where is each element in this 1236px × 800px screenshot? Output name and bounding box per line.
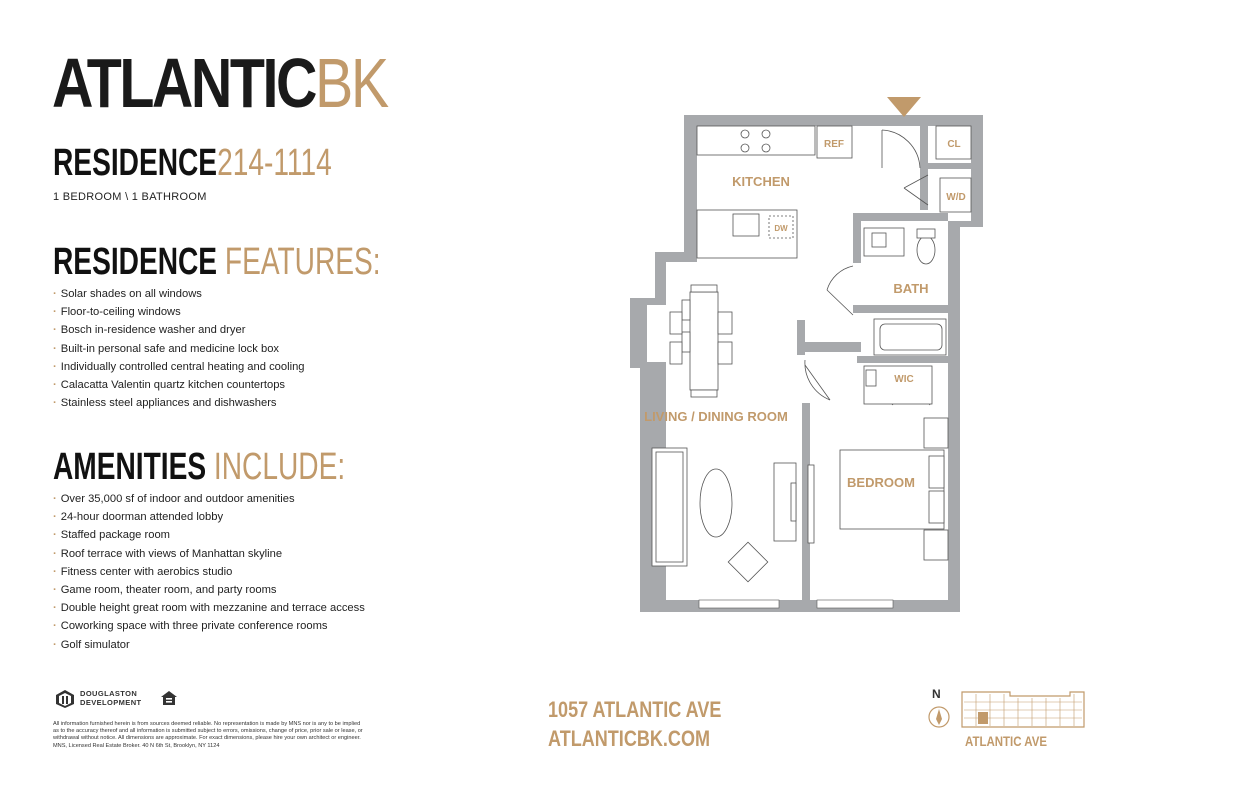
list-item: · Stainless steel appliances and dishwashers (53, 394, 305, 412)
label-living: LIVING / DINING ROOM (644, 409, 788, 424)
label-wic: WIC (894, 374, 914, 385)
list-item: · Game room, theater room, and party rooms (53, 581, 365, 599)
list-item: · Over 35,000 sf of indoor and outdoor amenities (53, 490, 365, 508)
list-item: · Solar shades on all windows (53, 285, 305, 303)
residence-number: 214-1114 (217, 142, 332, 184)
wic-fixtures (864, 366, 932, 404)
list-item: · Staffed package room (53, 526, 365, 544)
equal-housing-icon (160, 690, 178, 706)
features-heading-bold: RESIDENCE (53, 241, 218, 283)
list-item: · Calacatta Valentin quartz kitchen countertops (53, 376, 305, 394)
list-item: · Bosch in-residence washer and dryer (53, 321, 305, 339)
brand-name-main: ATLANTIC (52, 44, 316, 122)
amenities-list (53, 490, 365, 654)
label-cl: CL (947, 139, 961, 150)
label-ref: REF (824, 139, 844, 150)
building-address: 1057 ATLANTIC AVE (548, 697, 722, 722)
dining-table (670, 285, 732, 397)
developer-line2: DEVELOPMENT (80, 698, 142, 707)
list-item: · Fitness center with aerobics studio (53, 563, 365, 581)
features-heading (53, 242, 381, 282)
website-link[interactable]: ATLANTICBK.COM (548, 726, 711, 751)
legal-disclaimer: All information furnished herein is from sources deemed reliable. No representation is made by MNS nor is any to be implied as to the accuracy thereof and all information is submitted subject to errors, omissions, change of price, prior sale or lease, or withdrawal without notice. All dimensions are approximate. For exact dimensions, please hire your own architect or engineer. MNS, Licensed Real Estate Broker. 40 N 6th St, Brooklyn, NY 1124 (53, 721, 363, 749)
features-list (53, 285, 305, 412)
living-furniture (652, 448, 796, 582)
features-heading-light: FEATURES: (224, 241, 381, 283)
building-keyplan-icon (960, 690, 1086, 730)
door-swings (805, 130, 930, 405)
list-item: · 24-hour doorman attended lobby (53, 508, 365, 526)
label-dw: DW (774, 224, 788, 233)
label-bedroom: BEDROOM (847, 475, 915, 490)
developer-line1: DOUGLASTON (80, 689, 138, 698)
amenities-heading-light: INCLUDE: (213, 446, 346, 488)
list-item: · Double height great room with mezzanine and terrace access (53, 599, 365, 617)
label-wd: W/D (946, 192, 966, 203)
residence-title (53, 143, 332, 183)
list-item: · Individually controlled central heating and cooling (53, 358, 305, 376)
douglaston-logo-icon (55, 689, 75, 709)
label-bath: BATH (893, 281, 929, 296)
residence-title-bold: RESIDENCE (53, 142, 218, 184)
amenities-heading-bold: AMENITIES (53, 446, 207, 488)
brand-name-accent: BK (315, 44, 387, 122)
list-item: · Floor-to-ceiling windows (53, 303, 305, 321)
list-item: · Golf simulator (53, 636, 365, 654)
list-item: · Coworking space with three private conference rooms (53, 617, 365, 635)
north-label: N (932, 687, 941, 701)
street-label: ATLANTIC AVE (965, 733, 1048, 749)
brand-logo (52, 44, 387, 122)
developer-name (80, 689, 142, 707)
list-item: · Roof terrace with views of Manhattan skyline (53, 545, 365, 563)
label-kitchen: KITCHEN (732, 174, 790, 189)
floor-plan (600, 90, 1000, 630)
compass-icon (928, 706, 950, 728)
amenities-heading (53, 447, 345, 487)
list-item: · Built-in personal safe and medicine lock box (53, 340, 305, 358)
entry-marker-icon (887, 97, 921, 117)
residence-subtitle: 1 BEDROOM \ 1 BATHROOM (53, 191, 207, 203)
